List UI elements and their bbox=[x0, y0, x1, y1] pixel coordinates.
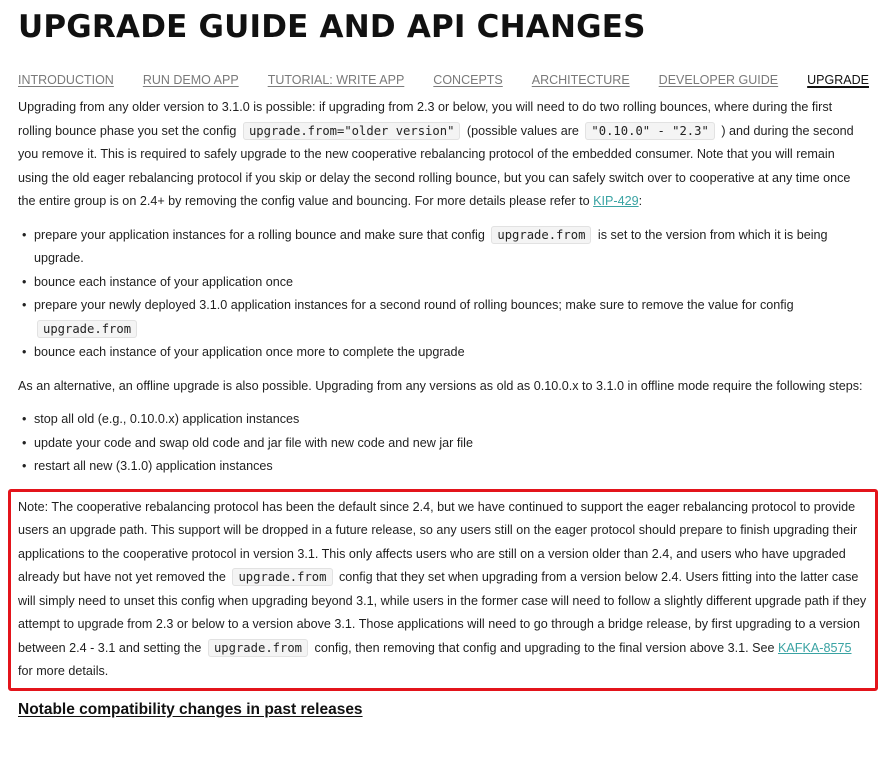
intro-text-2: (possible values are bbox=[466, 123, 579, 138]
section-heading: Notable compatibility changes in past releases bbox=[18, 700, 363, 718]
code-upgrade-from: upgrade.from bbox=[37, 320, 137, 338]
nav-tutorial-write-app[interactable]: TUTORIAL: WRITE APP bbox=[267, 73, 405, 87]
list-item: • stop all old (e.g., 0.10.0.x) application instances bbox=[34, 408, 868, 432]
list-item: • restart all new (3.1.0) application instances bbox=[34, 455, 868, 479]
code-possible-values: "0.10.0" - "2.3" bbox=[585, 122, 714, 140]
note-text-4: for more details. bbox=[18, 664, 109, 678]
nav-architecture[interactable]: ARCHITECTURE bbox=[531, 73, 630, 87]
intro-text-1: Upgrading from any older version to 3.1.0 is possible: if upgrading from 2.3 or below, you will need to do two rolling bounces, where during the first rolling bounce phase you set the config bbox=[18, 100, 833, 138]
list-item: • bounce each instance of your application once more to complete the upgrade bbox=[34, 341, 868, 365]
code-upgrade-from: upgrade.from bbox=[491, 226, 591, 244]
section-nav bbox=[18, 68, 868, 92]
code-upgrade-from: upgrade.from bbox=[232, 568, 332, 586]
kip-429-link[interactable]: KIP-429 bbox=[593, 194, 639, 208]
list-item: • bounce each instance of your application once bbox=[34, 271, 868, 295]
step-3-text: prepare your newly deployed 3.1.0 application instances for a second round of rolling bounces; make sure to remove the value for config bbox=[34, 298, 794, 312]
nav-upgrade[interactable]: UPGRADE bbox=[807, 73, 869, 87]
nav-introduction[interactable]: INTRODUCTION bbox=[18, 73, 114, 87]
note-text-1: Note: The cooperative rebalancing protocol has been the default since 2.4, but we have continued to support the eager rebalancing protocol to provide users an upgrade path. This support will be dropped in a future release, so any users still on the eager protocol should prepare to finish upgrading their applications to the cooperative protocol in version 3.1. This only affects users who are still on a version older than 2.4, and users who have upgraded already but have not yet removed the bbox=[18, 499, 858, 584]
code-upgrade-from: upgrade.from bbox=[208, 639, 308, 657]
note-text-2: config that they set when upgrading from a version below 2.4. Users fitting into the latter case will simply need to unset this config when upgrading beyond 3.1, while users in the former case will need to follow a slightly different upgrade path if they attempt to upgrade from 2.3 or below to a version above 3.1. Those applications will need to go through a bridge release, by first upgrading to a version between 2.4 - 3.1 and setting the bbox=[18, 570, 867, 655]
note-paragraph bbox=[18, 496, 868, 684]
code-upgrade-from-older: upgrade.from="older version" bbox=[243, 122, 460, 140]
list-item: • update your code and swap old code and jar file with new code and new jar file bbox=[34, 432, 868, 456]
nav-developer-guide[interactable]: DEVELOPER GUIDE bbox=[658, 73, 779, 87]
step-1-text-b: is set to the version from which it is being upgrade. bbox=[34, 227, 828, 265]
highlighted-note bbox=[8, 489, 878, 691]
kafka-8575-link[interactable]: KAFKA-8575 bbox=[778, 640, 852, 655]
page-title: UPGRADE GUIDE AND API CHANGES bbox=[18, 9, 646, 45]
intro-text-4: : bbox=[638, 194, 643, 208]
nav-run-demo-app[interactable]: RUN DEMO APP bbox=[142, 73, 239, 87]
offline-upgrade-paragraph: As an alternative, an offline upgrade is also possible. Upgrading from any versions as old as 0.10.0.x to 3.1.0 in offline mode require the following steps: bbox=[18, 378, 863, 393]
rolling-bounce-steps bbox=[18, 224, 868, 365]
list-item bbox=[34, 294, 868, 341]
note-text-3: config, then removing that config and upgrading to the final version above 3.1. See bbox=[314, 640, 775, 655]
offline-steps bbox=[18, 408, 868, 479]
nav-concepts[interactable]: CONCEPTS bbox=[433, 73, 503, 87]
intro-text-3: ) and during the second you remove it. This is required to safely upgrade to the new cooperative rebalancing protocol of the embedded consumer. Note that you will remain using the old eager rebalancing protocol if you skip or delay the second rolling bounce, but you can safely switch over to cooperative at any time once the entire group is on 2.4+ by removing the config value and bouncing. For more details please refer to bbox=[18, 123, 854, 208]
list-item bbox=[34, 224, 868, 271]
intro-paragraph bbox=[18, 96, 868, 214]
step-1-text-a: prepare your application instances for a rolling bounce and make sure that config bbox=[34, 227, 485, 242]
